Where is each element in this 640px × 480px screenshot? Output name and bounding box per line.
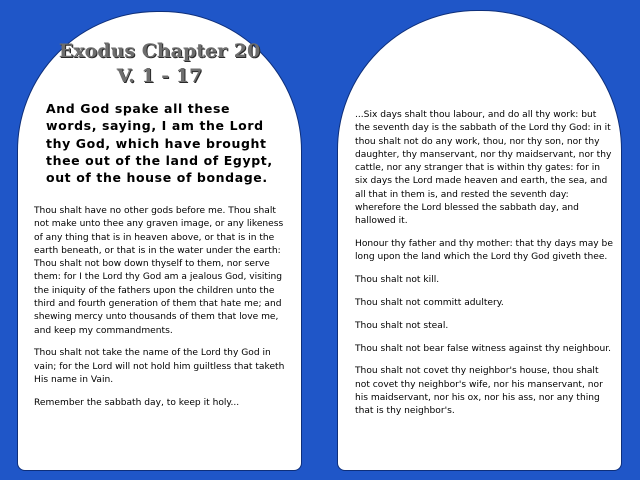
commandment-paragraph: Honour thy father and thy mother: that thy days may be long upon the land which the Lord thy God giveth thee. xyxy=(355,239,613,263)
right-tablet xyxy=(337,10,622,471)
commandment-paragraph: Thou shalt not kill. xyxy=(355,275,440,286)
intro-text: And God spake all these words, saying, I am the Lord thy God, which have brought thee out of the land of Egypt, out of the house of bondage. xyxy=(46,101,273,186)
commandment-paragraph: Thou shalt not covet thy neighbor's house, thou shalt not covet thy neighbor's wife, nor his manservant, nor his maidservant, nor his ox, nor his ass, nor any thing that is thy neighbor's. xyxy=(355,366,603,417)
commandment-paragraph: Thou shalt not take the name of the Lord thy God in vain; for the Lord will not hold him guiltless that taketh His name in Vain. xyxy=(34,348,285,386)
commandment-paragraph: Thou shalt not bear false witness against thy neighbour. xyxy=(355,343,612,354)
commandment-paragraph: Thou shalt not committ adultery. xyxy=(355,298,504,309)
commandment-paragraph: Thou shalt not steal. xyxy=(355,320,449,331)
right-commandments xyxy=(355,109,613,428)
left-tablet xyxy=(17,11,302,471)
commandment-paragraph: Remember the sabbath day, to keep it holy... xyxy=(34,397,240,408)
left-commandments xyxy=(34,205,290,420)
commandment-paragraph: ...Six days shalt thou labour, and do all thy work: but the seventh day is the sabbath of the Lord thy God: in it thou shalt not do any work, thou, nor thy son, nor thy daughter, thy manservant, nor thy maidservant, nor thy cattle, nor any stranger that is within thy gates: for in six days the Lord made heaven and earth, the sea, and all that in them is, and rested the seventh day: wherefore the Lord blessed the sabbath day, and hallowed it. xyxy=(355,110,612,227)
chapter-title: Exodus Chapter 20 xyxy=(58,40,261,62)
commandment-paragraph: Thou shalt have no other gods before me. Thou shalt not make unto thee any graven image, or any likeness of any thing that is in heaven above, or that is in the earth beneath, or that is in the water under the earth: Thou shalt not bow down thyself to them, nor serve them: for I the Lord thy God am a jealous God, visiting the iniquity of the fathers upon the children unto the third and fourth generation of them that hate me; and shewing mercy unto thousands of them that love me, and keep my commandments. xyxy=(34,206,284,336)
verse-range: V. 1 - 17 xyxy=(116,65,203,87)
